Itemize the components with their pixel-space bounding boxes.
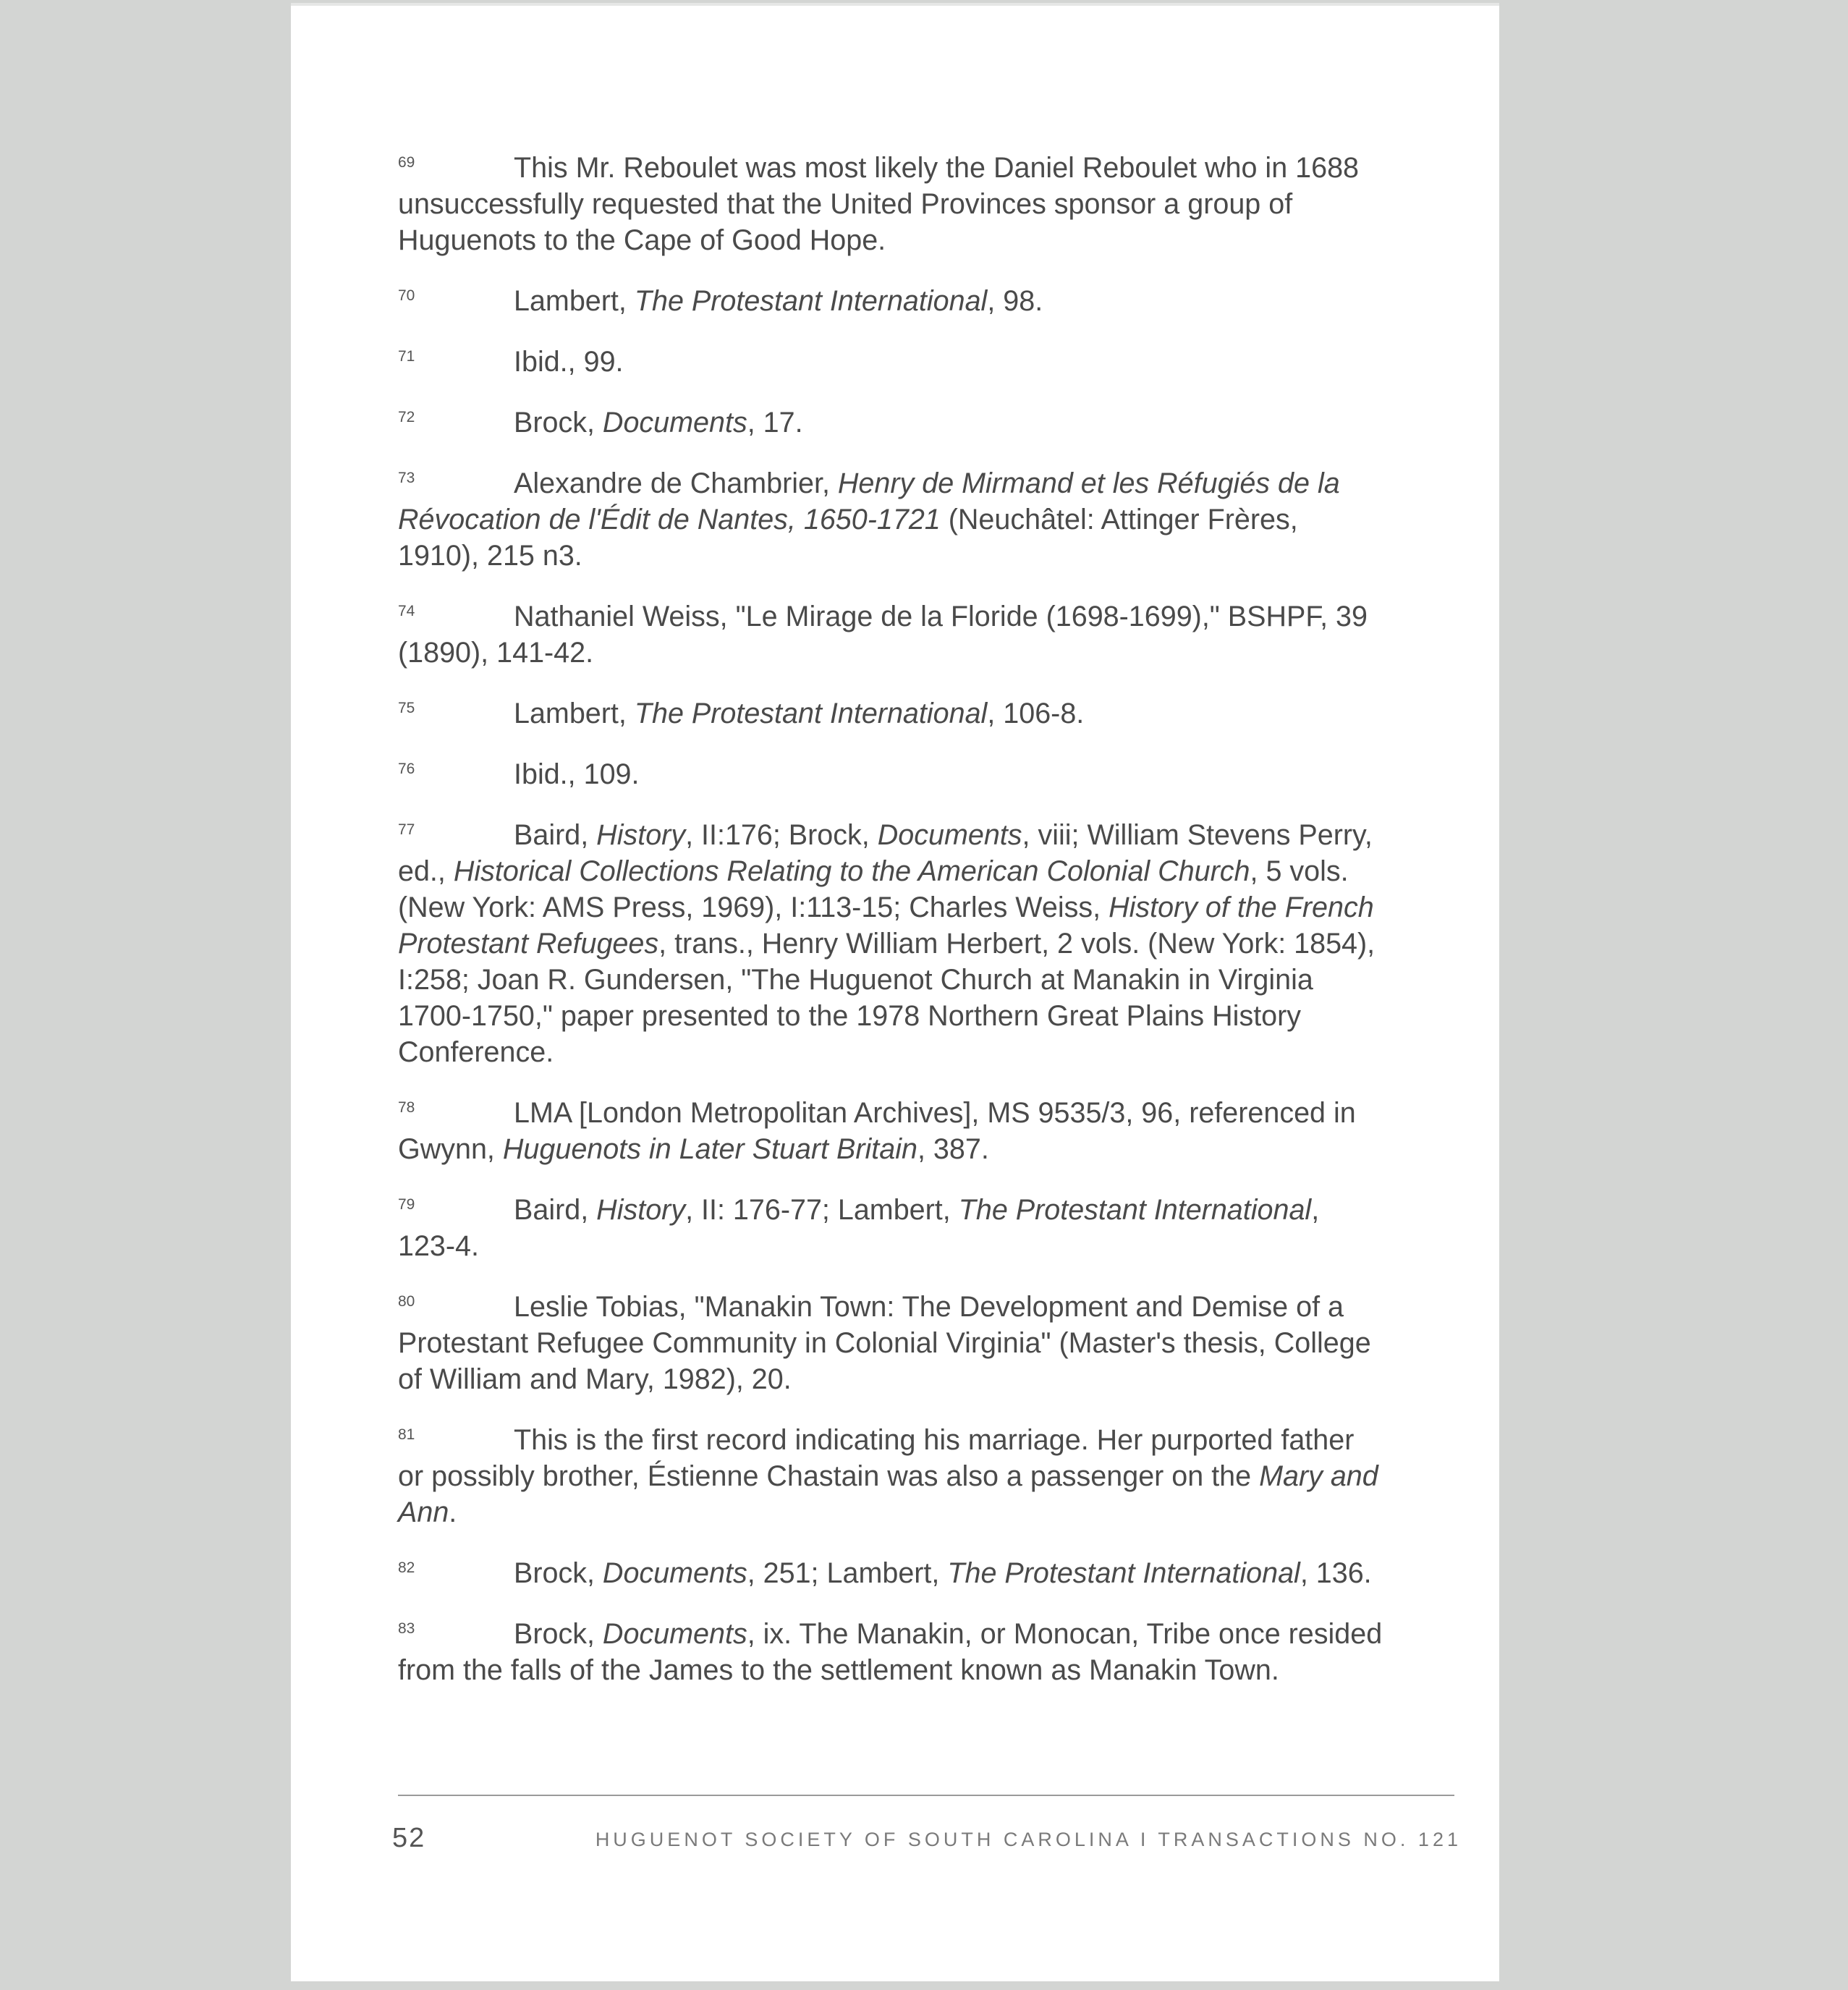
- endnote-79: 79 Baird, History, II: 176-77; Lambert, The Protestant International, 123-4.: [398, 1194, 1320, 1262]
- endnote-title-italic: History: [596, 1194, 686, 1226]
- endnote-text: Ibid., 99.: [514, 346, 624, 378]
- endnote-text: Brock,: [514, 1557, 603, 1589]
- endnote-text: , viii; William Stevens Perry, ed.,: [398, 819, 1373, 887]
- endnote-75: 75 Lambert, The Protestant International, 106-8.: [398, 698, 1085, 729]
- endnote-title-italic: The Protestant International: [634, 285, 988, 317]
- endnote-77: 77 Baird, History, II:176; Brock, Documents, viii; William Stevens Perry, ed., Historical Collections Relating to the American Colonial Church, 5 vols. (New York: AMS Press, 1969), I:113-15; Charles Weiss, History of the French Protestant Refugees, trans., Henry William Herbert, 2 vols. (New York: 1854), I:258; Joan R. Gundersen, "The Huguenot Church at Manakin in Virginia 1700-1750," paper presented to the 1978 Northern Great Plains History Conference.: [398, 819, 1376, 1068]
- endnote-text: , 17.: [747, 407, 803, 439]
- endnote-83: 83 Brock, Documents, ix. The Manakin, or Monocan, Tribe once resided from the falls of the James to the settlement known as Manakin Town.: [398, 1618, 1383, 1686]
- endnote-title-italic: Documents: [602, 407, 747, 439]
- endnote-text: Ibid., 109.: [514, 758, 640, 790]
- endnote-title-italic: History of the French Protestant Refugees: [398, 892, 1374, 960]
- endnote-text: , 98.: [987, 285, 1043, 317]
- endnote-text: Alexandre de Chambrier,: [514, 467, 838, 499]
- endnote-title-italic: Documents: [877, 819, 1022, 851]
- endnote-title-italic: Documents: [602, 1618, 747, 1650]
- endnote-text: , ix. The Manakin, or Monocan, Tribe once resided from the falls of the James to the settlement known as Manakin Town.: [398, 1618, 1383, 1686]
- endnote-76: 76 Ibid., 109.: [398, 758, 640, 790]
- endnote-78: 78 LMA [London Metropolitan Archives], MS 9535/3, 96, referenced in Gwynn, Huguenots in Later Stuart Britain, 387.: [398, 1097, 1356, 1165]
- endnote-title-italic: The Protestant International: [958, 1194, 1312, 1226]
- endnote-text: Lambert,: [514, 285, 635, 317]
- page-number: 52: [392, 1823, 426, 1853]
- endnote-title-italic: The Protestant International: [947, 1557, 1300, 1589]
- endnote-title-italic: History: [596, 819, 686, 851]
- endnote-74: 74 Nathaniel Weiss, "Le Mirage de la Floride (1698-1699)," BSHPF, 39 (1890), 141-42.: [398, 601, 1368, 669]
- endnote-69: 69 This Mr. Reboulet was most likely the Daniel Reboulet who in 1688 unsuccessfully requested that the United Provinces sponsor a group of Huguenots to the Cape of Good Hope.: [398, 152, 1360, 256]
- endnote-text: (Neuchâtel: Attinger Frères, 1910), 215 n3.: [398, 504, 1298, 572]
- document-page: [291, 3, 1499, 1981]
- footer-divider: [398, 1795, 1454, 1796]
- page-top-edge: [291, 3, 1499, 6]
- endnote-text: , 123-4.: [398, 1194, 1320, 1262]
- endnote-text: , 5 vols. (New York: AMS Press, 1969), I:113-15; Charles Weiss,: [398, 855, 1349, 923]
- endnote-text: , 106-8.: [987, 698, 1085, 729]
- endnote-80: 80 Leslie Tobias, "Manakin Town: The Development and Demise of a Protestant Refugee Community in Colonial Virginia" (Master's thesis, College of William and Mary, 1982), 20.: [398, 1291, 1371, 1395]
- endnote-text: Lambert,: [514, 698, 635, 729]
- endnote-text: Nathaniel Weiss, "Le Mirage de la Floride (1698-1699)," BSHPF, 39 (1890), 141-42.: [398, 601, 1368, 669]
- endnote-text: Brock,: [514, 407, 603, 439]
- endnote-82: 82 Brock, Documents, 251; Lambert, The Protestant International, 136.: [398, 1557, 1372, 1589]
- endnote-text: , II:176; Brock,: [685, 819, 878, 851]
- endnote-73: 73 Alexandre de Chambrier, Henry de Mirmand et les Réfugiés de la Révocation de l'Édit de Nantes, 1650-1721 (Neuchâtel: Attinger Frères, 1910), 215 n3.: [398, 467, 1340, 572]
- endnote-title-italic: Henry de Mirmand et les Réfugiés de la Révocation de l'Édit de Nantes, 1650-1721: [398, 467, 1340, 535]
- endnote-text: Leslie Tobias, "Manakin Town: The Development and Demise of a Protestant Refugee Community in Colonial Virginia" (Master's thesis, College of William and Mary, 1982), 20.: [398, 1291, 1371, 1395]
- endnote-text: This is the first record indicating his marriage. Her purported father or possibly brother, Éstienne Chastain was also a passenger on the: [398, 1424, 1355, 1492]
- endnote-title-italic: The Protestant International: [634, 698, 988, 729]
- endnote-text: , trans., Henry William Herbert, 2 vols. (New York: 1854), I:258; Joan R. Gundersen, "The Huguenot Church at Manakin in Virginia 1700-1750," paper presented to the 1978 Northern Great Plains History Conference.: [398, 928, 1376, 1068]
- endnote-text: Baird,: [514, 819, 597, 851]
- endnote-text: Brock,: [514, 1618, 603, 1650]
- endnote-title-italic: Documents: [602, 1557, 747, 1589]
- endnote-text: , 136.: [1300, 1557, 1372, 1589]
- endnotes-list: [398, 150, 1383, 1713]
- endnote-text: This Mr. Reboulet was most likely the Daniel Reboulet who in 1688 unsuccessfully requested that the United Provinces sponsor a group of Huguenots to the Cape of Good Hope.: [398, 152, 1360, 256]
- endnote-71: 71 Ibid., 99.: [398, 346, 624, 378]
- endnote-title-italic: Historical Collections Relating to the American Colonial Church: [453, 855, 1250, 887]
- endnote-text: , II: 176-77; Lambert,: [685, 1194, 959, 1226]
- endnote-text: .: [449, 1496, 457, 1528]
- endnote-70: 70 Lambert, The Protestant International, 98.: [398, 285, 1043, 317]
- endnote-text: , 251; Lambert,: [747, 1557, 948, 1589]
- endnote-title-italic: Mary and Ann: [398, 1460, 1378, 1528]
- endnote-72: 72 Brock, Documents, 17.: [398, 407, 803, 439]
- endnote-title-italic: Huguenots in Later Stuart Britain: [502, 1133, 917, 1165]
- endnote-text: Baird,: [514, 1194, 597, 1226]
- endnote-81: 81 This is the first record indicating his marriage. Her purported father or possibly brother, Éstienne Chastain was also a passenger on the Mary and Ann.: [398, 1424, 1378, 1528]
- running-footer: HUGUENOT SOCIETY OF SOUTH CAROLINA I TRANSACTIONS NO. 121: [595, 1829, 1462, 1850]
- endnote-text: LMA [London Metropolitan Archives], MS 9535/3, 96, referenced in Gwynn,: [398, 1097, 1356, 1165]
- endnote-text: , 387.: [917, 1133, 989, 1165]
